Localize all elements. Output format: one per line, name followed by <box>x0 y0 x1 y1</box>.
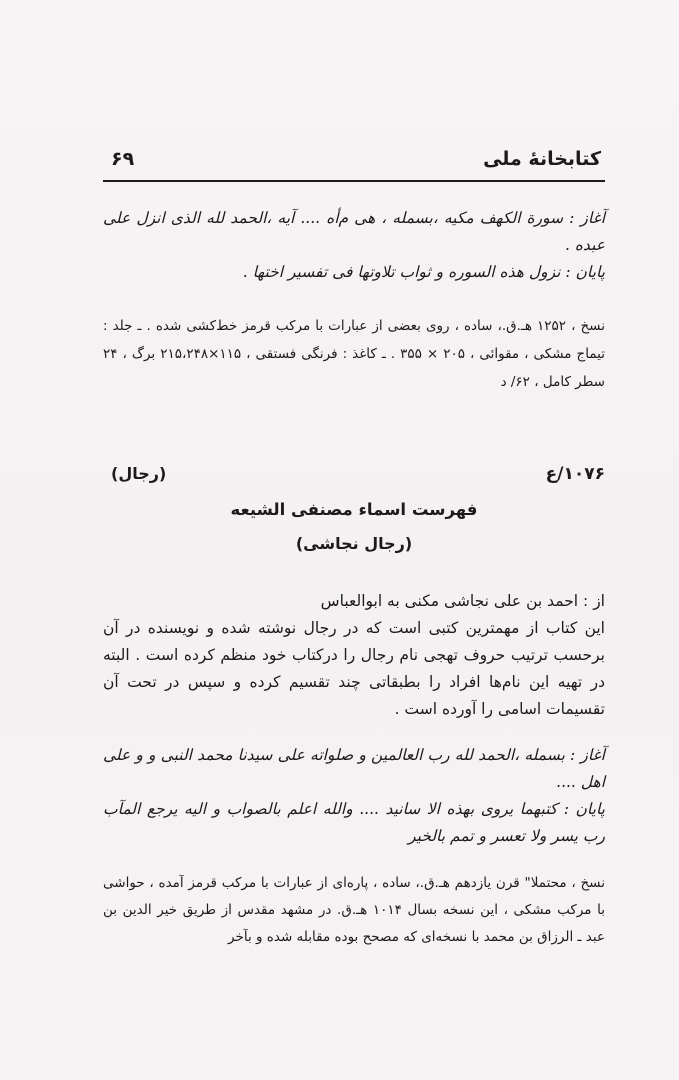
entry2-author: از : احمد بن علی نجاشی مکنی به ابوالعباس <box>320 592 605 610</box>
entry1-end: پایان : نزول هذه السوره و ثواب تلاوتها فی تفسیر اختها . <box>242 263 605 281</box>
entry2-title: فهرست اسماء مصنفی الشیعه <box>230 500 478 519</box>
page-number: ۶۹ <box>111 148 135 170</box>
entry2-id: ۱۰۷۶/ع <box>545 464 605 484</box>
entry1-desc: نسخ ، ۱۲۵۲ هـ.ق.، ساده ، روی بعضی از عبارات با مرکب قرمز خط‌کشی شده . ـ جلد : تیماج مشکی ، مقوائی ، ۲۰۵ × ۳۵۵ . ـ کاغذ : فرنگی فستقی ، ۱۱۵×۲۱۵،۲۴۸ برگ ، ۲۴ سطر کامل ، ۶۲/ د <box>103 318 605 390</box>
entry2-end: پایان : کتبهما یروی بهذه الا سانید .... والله اعلم بالصواب و الیه یرجع المآب رب یسر ولا تعسر و تمم بالخیر <box>103 800 605 845</box>
header-title: کتابخانهٔ ملی <box>483 148 601 170</box>
entry1-incipit-explicit <box>103 205 605 286</box>
entry1-start: آغاز : سورة الکهف مکیه ،بسمله ، هی م‌أه .... آیه ،الحمد لله الذی انزل علی عبده . <box>103 209 605 254</box>
entry2-heading-line <box>103 464 605 492</box>
entry2-subtitle: (رجال نجاشی) <box>295 534 413 553</box>
entry2-description <box>103 870 605 951</box>
entry2-incipit-explicit <box>103 742 605 850</box>
entry2-start: آغاز : بسمله ،الحمد لله رب العالمین و صلواته علی سیدنا محمد النبی و و علی اهل .... <box>103 746 605 791</box>
entry2-desc: نسخ ، محتملا" قرن یازدهم هـ.ق.، ساده ، پاره‌ای از عبارات با مرکب قرمز آمده ، حواشی با مرکب مشکی ، این نسخه بسال ۱۰۱۴ هـ.ق. در مشهد مقدس از طریق خیر الدین بن عبد ـ الرزاق بن محمد با نسخه‌ای که مصحح بوده مقابله شده و بآخر <box>103 875 605 945</box>
entry1-description <box>103 312 605 396</box>
page-header <box>103 142 605 184</box>
entry2-category: (رجال) <box>111 464 167 483</box>
header-rule <box>103 180 605 182</box>
entry2-body <box>103 588 605 723</box>
entry2-summary: این کتاب از مهمترین کتبی است که در رجال نوشته شده و نویسنده در آن برحسب ترتیب حروف تهجی نام رجال را درکتاب خود منظم کرده است . البته در تهیه این نام‌ها افراد را بطبقاتی چند تقسیم کرده و سپس در تحت آن تقسیمات اسامی را آورده است . <box>103 619 605 718</box>
